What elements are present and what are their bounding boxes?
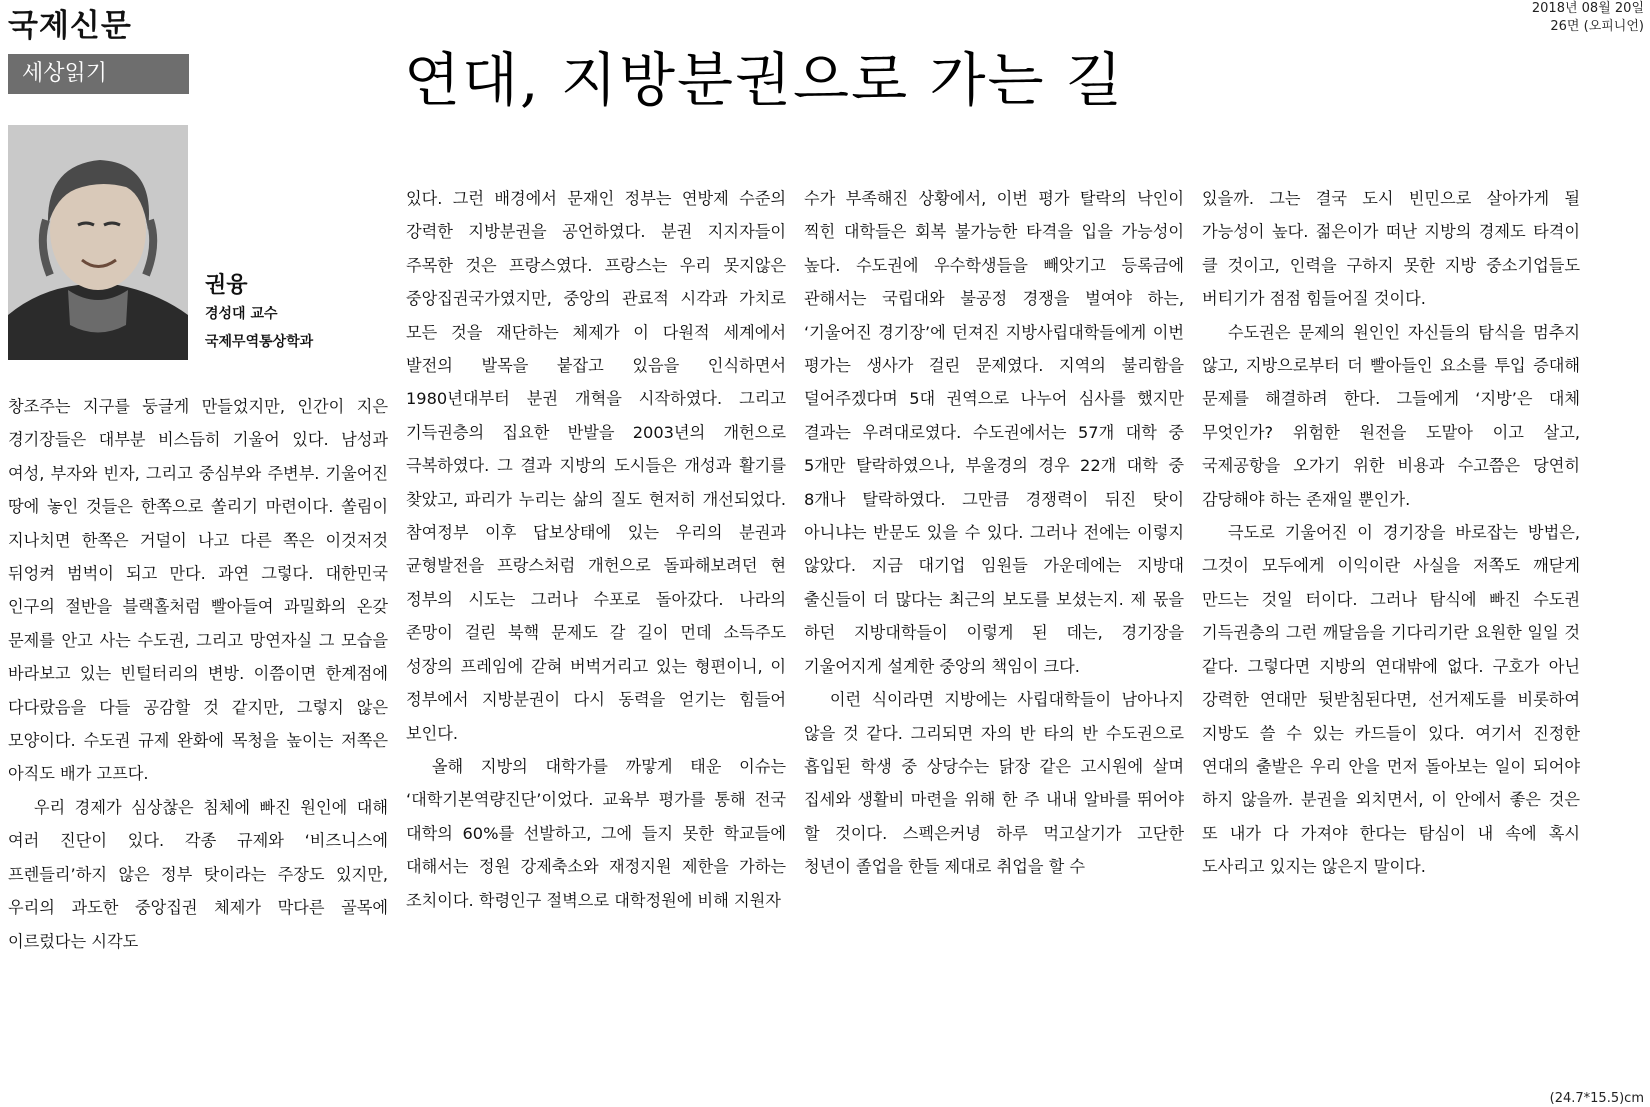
- article-column-4: [1202, 182, 1580, 884]
- paragraph: 극도로 기울어진 이 경기장을 바로잡는 방법은, 그것이 모두에게 이익이란 사실을 저쪽도 깨닫게 만드는 것일 터이다. 그러나 탐식에 빠진 수도권 기득권층의 그런 깨달음을 기다리기란 요원한 일일 것 같다. 그렇다면 지방의 연대밖에 없다. 구호가 아닌 강력한 연대만 뒷받침된다면, 선거제도를 비롯하여 지방도 쓸 수 있는 카드들이 있다. 여기서 진정한 연대의 출발은 우리 안을 먼저 돌아보는 일이 되어야 하지 않을까. 분권을 외치면서, 이 안에서 좋은 것은 또 내가 다 가져야 한다는 탐심이 내 속에 혹시 도사리고 있지는 않은지 말이다.: [1202, 523, 1580, 877]
- article-column-2: [406, 182, 786, 917]
- page-section: 26면 (오피니언): [1550, 19, 1644, 34]
- paragraph: 있을까. 그는 결국 도시 빈민으로 살아가게 될 가능성이 높다. 젊은이가 떠난 지방의 경제도 타격이 클 것이고, 인력을 구하지 못한 지방 중소기업들도 버티기가 점점 힘들어질 것이다.: [1202, 189, 1580, 309]
- paragraph: 올해 지방의 대학가를 까맣게 태운 이슈는 ‘대학기본역량진단’이었다. 교육부 평가를 통해 전국 대학의 60%를 선발하고, 그에 들지 못한 학교들에 대해서는 정원 강제축소와 재정지원 제한을 가하는 조치이다. 학령인구 절벽으로 대학정원에 비해 지원자: [406, 756, 786, 910]
- paragraph: 우리 경제가 심상찮은 침체에 빠진 원인에 대해 여러 진단이 있다. 각종 규제와 ‘비즈니스에 프렌들리’하지 않은 정부 탓이라는 주장도 있지만, 우리의 과도한 중앙집권 체제가 막다른 골목에 이르렀다는 시각도: [8, 797, 388, 951]
- newspaper-name: 국제신문: [8, 8, 132, 44]
- article-size-note: (24.7*15.5)cm: [1549, 1091, 1644, 1106]
- author-portrait-drawing: [8, 125, 188, 360]
- author-title: 경성대 교수: [205, 306, 278, 322]
- paragraph: 수도권은 문제의 원인인 자신들의 탐식을 멈추지 않고, 지방으로부터 더 빨아들인 요소를 투입 증대해 문제를 해결하려 한다. 그들에게 ‘지방’은 대체 무엇인가? 위험한 원전을 도맡아 이고 살고, 국제공항을 오가기 위한 비용과 수고쯤은 당연히 감당해야 하는 존재일 뿐인가.: [1202, 322, 1580, 509]
- publication-date: 2018년 08월 20일: [1531, 1, 1644, 16]
- article-column-1: [8, 390, 388, 958]
- author-department: 국제무역통상학과: [205, 334, 314, 350]
- publication-meta: [1532, 0, 1644, 36]
- paragraph: 이런 식이라면 지방에는 사립대학들이 남아나지 않을 것 같다. 그리되면 자의 반 타의 반 수도권으로 흡입된 학생 중 상당수는 닭장 같은 고시원에 살며 집세와 생활비 마련을 위해 한 주 내내 알바를 뛰어야 할 것이다. 스펙은커녕 하루 먹고살기가 고단한 청년이 졸업을 한들 제대로 취업을 할 수: [804, 690, 1184, 877]
- article-headline: 연대, 지방분권으로 가는 길: [404, 46, 1125, 114]
- column-section-label: 세상읽기: [8, 54, 189, 94]
- author-portrait-icon: [8, 125, 188, 360]
- article-column-3: [804, 182, 1184, 884]
- paragraph: 있다. 그런 배경에서 문재인 정부는 연방제 수준의 강력한 지방분권을 공언하였다. 분권 지지자들이 주목한 것은 프랑스였다. 프랑스는 우리 못지않은 중앙집권국가였지만, 중앙의 관료적 시각과 가치로 모든 것을 재단하는 체제가 이 다원적 세계에서 발전의 발목을 붙잡고 있음을 인식하면서 1980년대부터 분권 개혁을 시작하였다. 그리고 기득권층의 집요한 반발을 2003년의 개헌으로 극복하였다. 그 결과 지방의 도시들은 개성과 활기를 찾았고, 파리가 누리는 삶의 질도 현저히 개선되었다. 참여정부 이후 답보상태에 있는 우리의 분권과 균형발전을 프랑스처럼 개헌으로 돌파해보려던 현 정부의 시도는 그러나 수포로 돌아갔다. 나라의 존망이 걸린 북핵 문제도 갈 길이 먼데 소득주도 성장의 프레임에 갇혀 버벅거리고 있는 형편이니, 이 정부에서 지방분권이 다시 동력을 얻기는 힘들어 보인다.: [406, 189, 786, 743]
- paragraph: 수가 부족해진 상황에서, 이번 평가 탈락의 낙인이 찍힌 대학들은 회복 불가능한 타격을 입을 가능성이 높다. 수도권에 우수학생들을 빼앗기고 등록금에 관해서는 국립대와 불공정 경쟁을 벌여야 하는, ‘기울어진 경기장’에 던져진 지방사립대학들에게 이번 평가는 생사가 걸린 문제였다. 지역의 불리함을 덜어주겠다며 5대 권역으로 나누어 심사를 했지만 결과는 우려대로였다. 수도권에서는 57개 대학 중 5개만 탈락하였으나, 부울경의 경우 22개 대학 중 8개나 탈락하였다. 그만큼 경쟁력이 뒤진 탓이 아니냐는 반문도 있을 수 있다. 그러나 전에는 이렇지 않았다. 지금 대기업 임원들 가운데에는 지방대 출신들이 더 많다는 최근의 보도를 보셨는지. 제 몫을 하던 지방대학들이 이렇게 된 데는, 경기장을 기울어지게 설계한 중앙의 책임이 크다.: [804, 189, 1184, 676]
- author-byline: [205, 272, 405, 356]
- author-name: 권융: [205, 273, 248, 298]
- paragraph: 창조주는 지구를 둥글게 만들었지만, 인간이 지은 경기장들은 대부분 비스듬히 기울어 있다. 남성과 여성, 부자와 빈자, 그리고 중심부와 주변부. 기울어진 땅에 놓인 것들은 한쪽으로 쏠리기 마련이다. 쏠림이 지나치면 한쪽은 거덜이 나고 다른 쪽은 이것저것 뒤엉켜 범벅이 되고 만다. 과연 그렇다. 대한민국 인구의 절반을 블랙홀처럼 빨아들여 과밀화의 온갖 문제를 안고 사는 수도권, 그리고 망연자실 그 모습을 바라보고 있는 빈털터리의 변방. 이쯤이면 한계점에 다다랐음을 다들 공감할 것 같지만, 그렇지 않은 모양이다. 수도권 규제 완화에 목청을 높이는 저쪽은 아직도 배가 고프다.: [8, 397, 388, 784]
